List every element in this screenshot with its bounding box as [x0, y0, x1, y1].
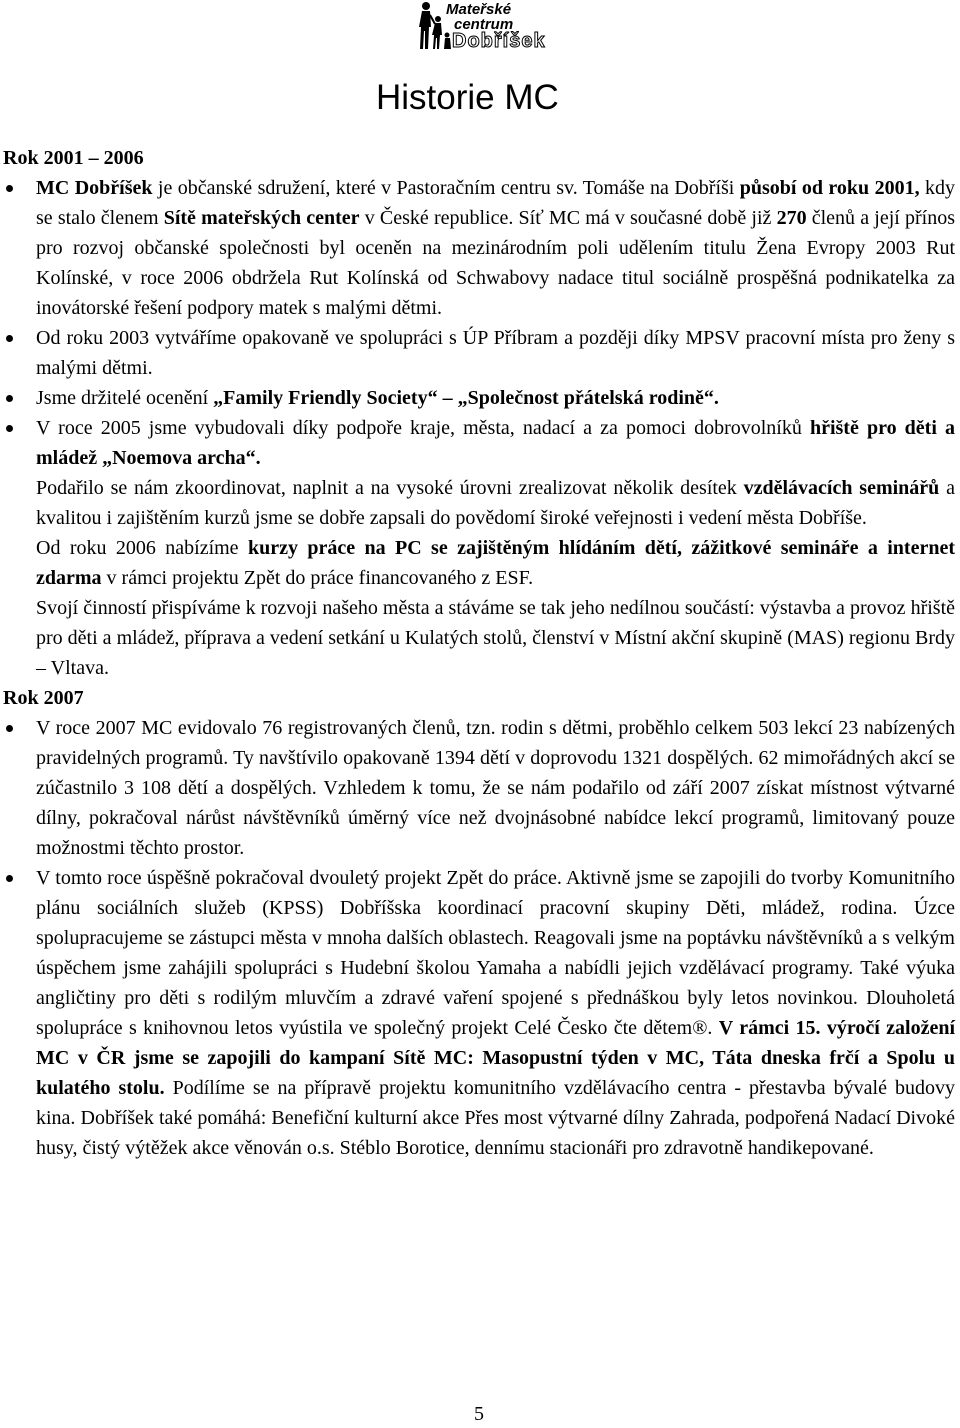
section-heading: Rok 2007 — [3, 687, 84, 709]
logo-text-line3: Dobříšek — [452, 30, 546, 52]
logo — [416, 0, 546, 52]
list-item: V tomto roce úspěšně pokračoval dvouletý projekt Zpět do práce. Aktivně jsme se zapojili do tvorby Komunitního plánu sociálních služeb (KPSS) Dobříšska koordinací pracovní skupiny Děti, mládež, rodina. Úzce spolupracujeme se zástupci města v mnoha dalších oblastech. Reagovali jsme na poptávku návštěvníků a s velkým úspěchem jsme zahájili spolupráci s Hudební školou Yamaha a nabídli jejich vzdělávací programy. Také výuka angličtiny pro děti s rodilým mluvčím a zdravé vaření spojené s přednáškou byly letos novinkou. Dlouholetá spolupráce s knihovnou letos vyústila ve společný projekt Celé Česko čte dětem®. V rámci 15. výročí založení MC v ČR jsme se zapojili do kampaní Sítě MC: Masopustní týden v MC, Táta dneska frčí a Spolu u kulatého stolu. Podílíme se na přípravě projektu komunitního vzdělávacího centra - přestavba bývalé budovy kina. Dobříšek také pomáhá: Benefiční kulturní akce Přes most výtvarné dílny Zahrada, podpořená Nadací Divoké husy, čistý výtěžek akce věnován o.s. Stéblo Borotice, dennímu stacionáři pro zdravotně handikepované. — [3, 863, 955, 1163]
list-item: V roce 2005 jsme vybudovali díky podpoře kraje, města, nadací a za pomoci dobrovolníků hřiště pro děti a mládež „Noemova archa“. — [3, 413, 955, 473]
list-item: Jsme držitelé ocenění „Family Friendly Society“ – „Společnost přátelská rodině“. — [3, 383, 955, 413]
page-title: Historie MC — [376, 78, 559, 117]
paragraph: Od roku 2006 nabízíme kurzy práce na PC se zajištěným hlídáním dětí, zážitkové semináře a internet zdarma v rámci projektu Zpět do práce financovaného z ESF. — [36, 537, 955, 589]
page-number: 5 — [474, 1403, 484, 1425]
logo-text-line2: centrum — [454, 16, 514, 33]
paragraph: Svojí činností přispíváme k rozvoji našeho města a stáváme se tak jeho nedílnou součástí: výstavba a provoz hřiště pro děti a mládež, příprava a vedení setkání u Kulatých stolů, členství v Místní akční skupině (MAS) regionu Brdy – Vltava. — [36, 597, 955, 679]
bullet-list — [3, 173, 955, 473]
section-heading: Rok 2001 – 2006 — [3, 147, 144, 169]
paragraph: Podařilo se nám zkoordinovat, naplnit a na vysoké úrovni zrealizovat několik desítek vzdělávacích seminářů a kvalitou i zajištěním kurzů jsme se dobře zapsali do povědomí široké veřejnosti i vedení města Dobříše. — [36, 477, 955, 529]
list-item: Od roku 2003 vytváříme opakovaně ve spolupráci s ÚP Příbram a později díky MPSV pracovní místa pro ženy s malými dětmi. — [3, 323, 955, 383]
list-item: MC Dobříšek je občanské sdružení, které v Pastoračním centru sv. Tomáše na Dobříši působí od roku 2001, kdy se stalo členem Sítě mateřských center v České republice. Síť MC má v současné době již 270 členů a její přínos pro rozvoj občanské společnosti byl oceněn na mezinárodním poli udělením titulu Žena Evropy 2003 Rut Kolínské, v roce 2006 obdržela Rut Kolínská od Schwabovy nadace titul sociálně prospěšná podnikatelka za inovátorské řešení podpory matek s malými dětmi. — [3, 173, 955, 323]
logo-text-line1: Mateřské — [446, 1, 512, 18]
list-item: V roce 2007 MC evidovalo 76 registrovaných členů, tzn. rodin s dětmi, proběhlo celkem 503 lekcí 23 nabízených pravidelných programů. Ty navštívilo opakovaně 1394 dětí v doprovodu 1321 dospělých. 62 mimořádných akcí se zúčastnilo 3 108 dětí a dospělých. Vzhledem k tomu, že se nám podařilo od září 2007 získat místnost výtvarné dílny, pokračoval nárůst návštěvníků úměrný více než dvojnásobné nabídce lekcí programů, limitovaný pouze možnostmi těchto prostor. — [3, 713, 955, 863]
document-body — [3, 143, 955, 1163]
bullet-list — [3, 713, 955, 1163]
